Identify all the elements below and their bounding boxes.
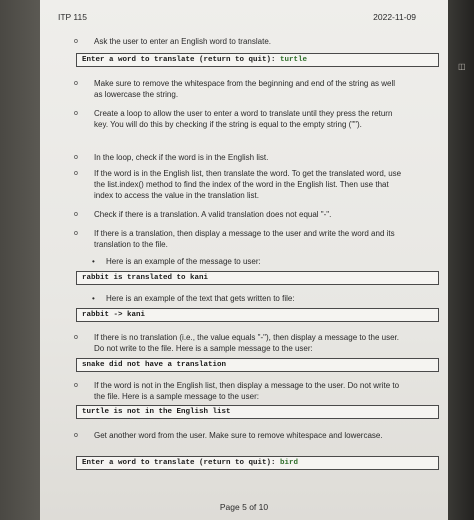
circle-bullet-icon: o [74, 432, 78, 439]
list-item-text: Get another word from the user. Make sure to remove whitespace and lowercase. [94, 431, 383, 440]
code-box-prompt [76, 53, 439, 67]
list-item [74, 209, 404, 220]
sub-list-item-text: Here is an example of the message to user: [106, 257, 261, 266]
background-left-edge [0, 0, 40, 520]
list-item-text: In the loop, check if the word is in the English list. [94, 153, 269, 162]
document-page [40, 0, 448, 520]
code-box-not-in-list: turtle is not in the English list [76, 405, 439, 419]
prompt-label: Enter a word to translate (return to quit): [82, 459, 281, 467]
list-item [74, 332, 404, 354]
page-number: Page 5 of 10 [219, 502, 269, 512]
course-header: ITP 115 [58, 12, 87, 22]
date-header: 2022-11-09 [373, 12, 416, 22]
sub-list-item-text: Here is an example of the text that gets written to file: [106, 294, 295, 303]
code-box-prompt-2 [76, 456, 439, 470]
circle-bullet-icon: o [74, 38, 78, 45]
circle-bullet-icon: o [74, 211, 78, 218]
list-item-text: If there is no translation (i.e., the value equals "-"), then display a message to the user. Do not write to the file. Here is a sample message to the user: [94, 333, 399, 353]
circle-bullet-icon: o [74, 170, 78, 177]
background-right-edge [448, 0, 474, 520]
list-item [74, 36, 404, 47]
code-box-no-translation: snake did not have a translation [76, 358, 439, 372]
code-box-file-line: rabbit -> kani [76, 308, 439, 322]
list-item [74, 168, 404, 201]
side-glyph-icon: ◫ [458, 62, 466, 71]
list-item [74, 78, 404, 100]
circle-bullet-icon: o [74, 110, 78, 117]
circle-bullet-icon: o [74, 334, 78, 341]
list-item-text: Ask the user to enter an English word to translate. [94, 37, 271, 46]
circle-bullet-icon: o [74, 154, 78, 161]
code-box-message: rabbit is translated to kani [76, 271, 439, 285]
list-item [74, 380, 404, 402]
list-item [74, 430, 404, 441]
list-item-text: If there is a translation, then display a message to the user and write the word and its translation to the file. [94, 229, 395, 249]
list-item-text: Check if there is a translation. A valid translation does not equal "-". [94, 210, 332, 219]
list-item-text: If the word is not in the English list, then display a message to the user. Do not write to the file. Here is a sample message to the user: [94, 381, 400, 401]
dot-bullet-icon: • [92, 294, 95, 303]
list-item [74, 152, 404, 163]
circle-bullet-icon: o [74, 230, 78, 237]
sub-list-item [92, 293, 412, 304]
list-item [74, 108, 404, 130]
dot-bullet-icon: • [92, 257, 95, 266]
prompt-input: turtle [280, 56, 308, 64]
list-item [74, 228, 404, 250]
sub-list-item [92, 256, 412, 267]
prompt-input: bird [280, 459, 299, 467]
list-item-text: Make sure to remove the whitespace from the beginning and end of the string as well as lowercase the string. [94, 79, 396, 99]
circle-bullet-icon: o [74, 382, 78, 389]
list-item-text: If the word is in the English list, then translate the word. To get the translated word, use the list.index() method to find the index of the word in the English list. Then use that index to access the value in the translation list. [94, 169, 402, 200]
prompt-label: Enter a word to translate (return to quit): [82, 56, 281, 64]
circle-bullet-icon: o [74, 80, 78, 87]
list-item-text: Create a loop to allow the user to enter a word to translate until they press the return key. You will do this by checking if the string is equal to the empty string (""). [94, 109, 393, 129]
